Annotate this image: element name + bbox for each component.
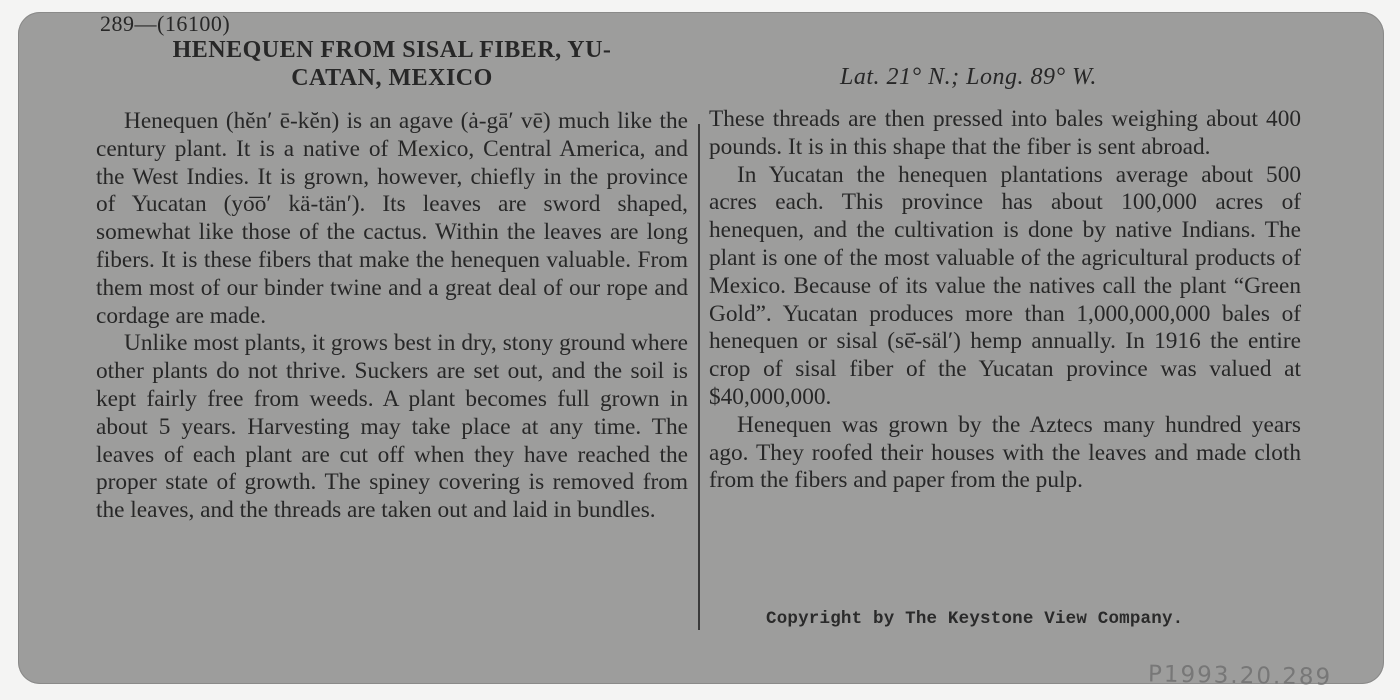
card-title-line-1: HENEQUEN FROM SISAL FIBER, YU- xyxy=(172,37,612,63)
card-title-line-2: CATAN, MEXICO xyxy=(291,65,493,91)
paragraph: Henequen (hĕn′ ē-kĕn) is an agave (ȧ-gā′ vē) much like the century plant. It is a native of Mexico, Central America, and the West Indies. It is grown, however, chiefly in the province of Yucatan (yo͞o′ kä-tän′). Its leaves are sword shaped, somewhat like those of the cactus. Within the leaves are long fibers. It is these fibers that make the henequen valuable. From them most of our binder twine and a great deal of our rope and cordage are made. xyxy=(96,108,688,329)
paragraph-continued: These threads are then pressed into bales weighing about 400 pounds. It is in this shape that the fiber is sent abroad. xyxy=(709,106,1301,160)
catalog-number: 289—(16100) xyxy=(100,11,231,36)
column-divider xyxy=(698,124,700,630)
paragraph: In Yucatan the henequen plantations average about 500 acres each. This province has about 100,000 acres of henequen, and the cultivation is done by native Indians. The plant is one of the most valuable of the agricultural products of Mexico. Because of its value the natives call the plant “Green Gold”. Yucatan produces more than 1,000,000,000 bales of henequen or sisal (sē̇-säl′) hemp annually. In 1916 the entire crop of sisal fiber of the Yucatan province was valued at $40,000,000. xyxy=(709,161,1301,410)
paragraph: Henequen was grown by the Aztecs many hundred years ago. They roofed their houses with the leaves and made cloth from the fibers and paper from the pulp. xyxy=(709,411,1301,494)
paragraph: Unlike most plants, it grows best in dry, stony ground where other plants do not thrive. Suckers are set out, and the soil is kept fairly free from weeds. A plant becomes full grown in about 5 years. Harvesting may take place at any time. The leaves of each plant are cut off when they have reached the proper state of growth. The spiney covering is removed from the leaves, and the threads are taken out and laid in bundles. xyxy=(96,330,688,524)
stereoview-card-back xyxy=(18,11,1384,691)
coordinates: Lat. 21° N.; Long. 89° W. xyxy=(840,64,1097,90)
accession-number: P1993.20.289 xyxy=(1147,661,1333,691)
card-title xyxy=(94,36,690,92)
copyright-notice: Copyright by The Keystone View Company. xyxy=(766,609,1184,629)
left-text-column xyxy=(96,108,688,525)
right-text-column xyxy=(709,106,1301,495)
